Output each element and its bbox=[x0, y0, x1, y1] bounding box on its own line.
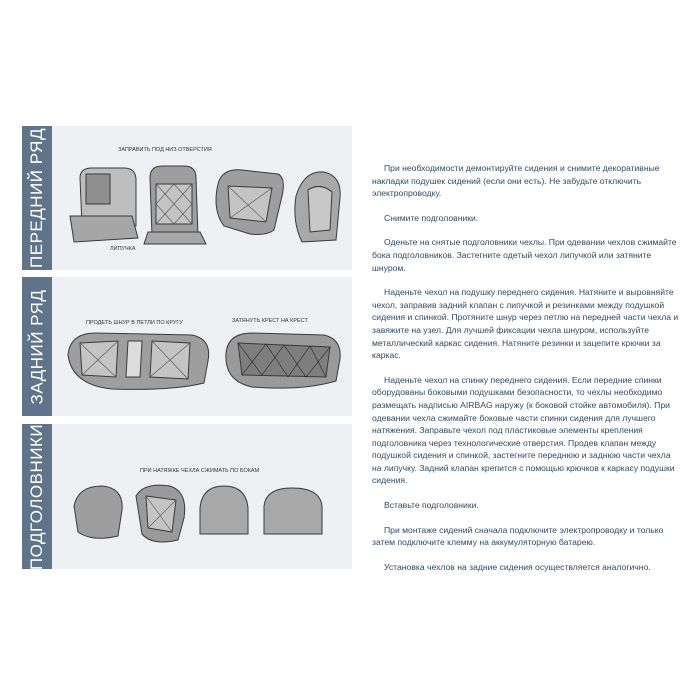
front-seat-drawing bbox=[52, 126, 352, 270]
instruction-paragraph: Наденьте чехол на подушку переднего сидения. Натяните и выровняйте чехол, заправив задний клапан с липучкой и резинками между подушкой сидения и спинкой. Протяните шнур через петлю на передней части чехла и завяжите на узел. Для лучшей фиксации чехла шнуром, используйте металлический каркас сидения. Натяните резинки и зацепите крючки за каркас. bbox=[372, 287, 679, 361]
rear-seat-drawing bbox=[52, 277, 352, 416]
section-tab bbox=[22, 424, 52, 569]
section-title: ПОДГОЛОВНИКИ bbox=[27, 423, 47, 570]
quilted-back-icon bbox=[144, 166, 206, 244]
headrest-quilted-icon bbox=[136, 485, 185, 542]
section-headrests bbox=[22, 424, 352, 569]
section-rear-row bbox=[22, 277, 352, 416]
section-tab bbox=[22, 277, 52, 416]
caption-tuck-under: ЗАПРАВИТЬ ПОД НИЗ ОТВЕРСТИЯ bbox=[118, 147, 212, 153]
back-cover-icon bbox=[295, 172, 340, 242]
headrest-covered-icon bbox=[200, 486, 248, 534]
cushion-cover-icon bbox=[216, 170, 283, 235]
headrest-bare-icon bbox=[74, 486, 122, 538]
caption-thread-cord: ПРОДЕТЬ ШНУР В ПЕТЛИ ПО КРУГУ bbox=[86, 320, 183, 326]
section-front-row bbox=[22, 126, 352, 270]
section-title: ЗАДНИЙ РЯД bbox=[27, 289, 47, 404]
caption-velcro: ЛИПУЧКА bbox=[110, 246, 136, 252]
caption-cross-tighten: ЗАТЯНУТЬ КРЕСТ НА КРЕСТ bbox=[232, 318, 308, 324]
section-tab bbox=[22, 126, 52, 270]
section-title: ПЕРЕДНИЙ РЯД bbox=[27, 128, 47, 268]
instruction-paragraph: Снимите подголовники. bbox=[384, 212, 479, 223]
cushion-underside-icon bbox=[226, 333, 340, 388]
instruction-paragraph: При необходимости демонтируйте сидения и снимите декоративные накладки подушек сидений (если они есть). Не забудьте отключить электропроводку. bbox=[372, 163, 660, 199]
caption-squeeze-sides: ПРИ НАТЯЖКЕ ЧЕХЛА СЖИМАТЬ ПО БОКАМ bbox=[140, 468, 260, 474]
rear-seat-illustration bbox=[52, 277, 352, 416]
headrest-drawing bbox=[52, 424, 352, 569]
front-seat-illustration bbox=[52, 126, 352, 270]
instruction-paragraph: Наденьте чехол на спинку переднего сидения. Если передние спинки оборудованы боковыми подушками безопасности, то чехлы необходимо размещать надписью AIRBAG наружу (к боковой стойке автомобиля). При одевании чехла сжимайте боковые части спинки сидения для лучшего натяжения. Заправьте чехол под пластиковые элементы крепления подголовника через технологические отверстия. Продев клапан между подушкой сидения и спинкой, застегните переднюю и заднюю части чехла на липучку. Задний клапан крепится с помощью крючков к каркасу подушки сидения. bbox=[372, 374, 675, 486]
instruction-paragraph: Установка чехлов на задние сидения осуществляется аналогично. bbox=[384, 561, 651, 572]
bare-seat-icon bbox=[70, 168, 138, 242]
instruction-paragraph: При монтаже сидений сначала подключите электропроводку и только затем подключите клемму на аккумуляторную батарею. bbox=[372, 524, 664, 548]
rear-bench-icon bbox=[68, 333, 209, 389]
instruction-paragraph: Оденьте на снятые подголовники чехлы. При одевании чехлов сжимайте бока подголовников. Застегните одетый чехол липучкой или затяните шнуром. bbox=[372, 237, 677, 273]
instruction-paragraph: Вставьте подголовники. bbox=[384, 500, 479, 511]
headrest-finished-icon bbox=[264, 488, 322, 534]
headrest-illustration bbox=[52, 424, 352, 569]
instructions-text bbox=[372, 162, 682, 585]
